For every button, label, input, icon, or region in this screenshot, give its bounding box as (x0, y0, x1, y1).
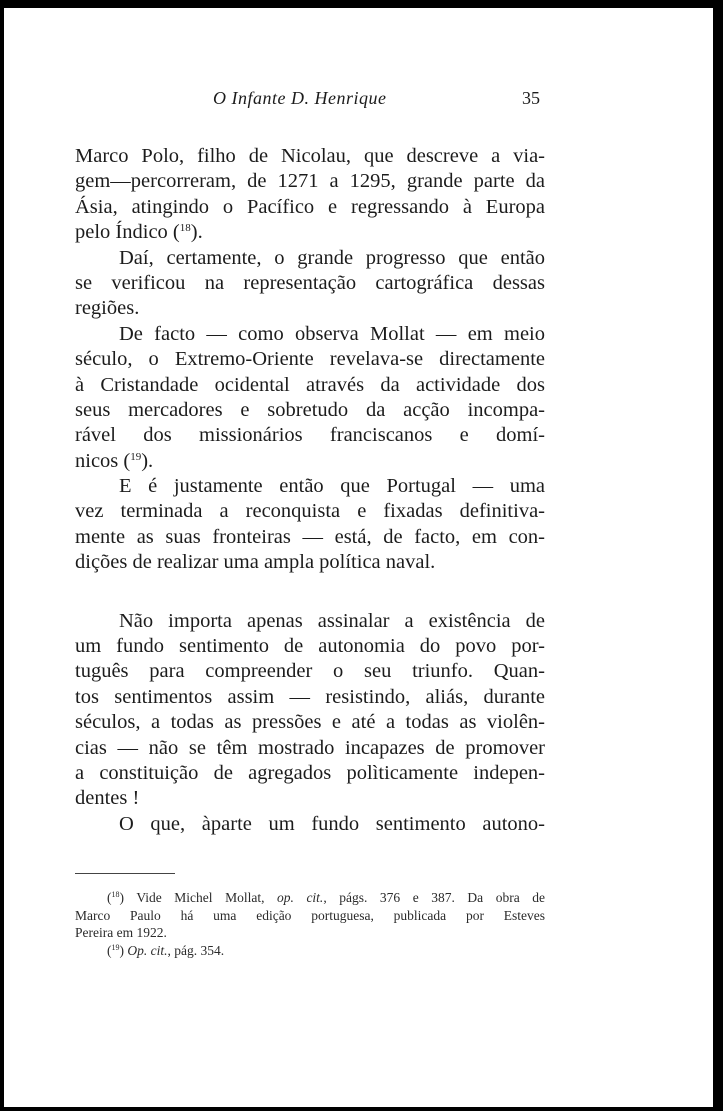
body-text (75, 144, 545, 837)
text-line: cias — não se têm mostrado incapazes de promover (75, 736, 545, 759)
footnote-divider (75, 873, 175, 874)
page-number: 35 (522, 88, 540, 108)
text-line: tuguês para compreender o seu triunfo. Quan- (75, 660, 545, 683)
text-line: um fundo sentimento de autonomia do povo por- (75, 635, 545, 658)
text-line: dentes ! (75, 787, 140, 810)
text-line: tos sentimentos assim — resistindo, aliás, durante (75, 685, 545, 708)
text-line: Daí, certamente, o grande progresso que então (119, 246, 545, 269)
text-line: a constituição de agregados polìticamente indepen- (75, 761, 545, 784)
book-page (4, 8, 713, 1107)
text-line: rável dos missionários franciscanos e domí- (75, 424, 545, 447)
text-line: Não importa apenas assinalar a existência de (119, 609, 545, 632)
text-line: Marco Polo, filho de Nicolau, que descreve a via- (75, 145, 545, 167)
footnote-18-line: Marco Paulo há uma edição portuguesa, publicada por Esteves (75, 907, 545, 923)
text-line: regiões. (75, 297, 140, 320)
text-line: séculos, a todas as pressões e até a todas as violên- (75, 711, 545, 734)
text-line: De facto — como observa Mollat — em meio (119, 322, 545, 345)
text-line: seus mercadores e sobretudo da acção incompa- (75, 398, 545, 421)
text-line: O que, àparte um fundo sentimento autono- (119, 812, 545, 835)
footnote-19: ($^{19}$) Op. cit., pág. 354. (107, 942, 225, 958)
text-line: gem—percorreram, de 1271 a 1295, grande parte da (75, 170, 545, 193)
running-title: O Infante D. Henrique (213, 88, 387, 108)
footnote-18-line: Pereira em 1922. (75, 925, 167, 940)
text-line: século, o Extremo-Oriente revelava-se directamente (75, 348, 545, 371)
text-line: vez terminada a reconquista e fixadas definitiva- (75, 500, 545, 523)
text-line: E é justamente então que Portugal — uma (119, 475, 545, 498)
footnote-ref-18[interactable]: 18 (179, 222, 191, 235)
footnote-ref-19[interactable]: 19 (130, 450, 142, 463)
text-line: se verificou na representação cartográfica dessas (75, 271, 545, 294)
footnotes (75, 889, 545, 959)
page-header (4, 88, 713, 112)
text-line: à Cristandade ocidental através da actividade dos (75, 373, 545, 396)
text-line: mente as suas fronteiras — está, de facto, em con- (75, 525, 545, 548)
text-line: pelo Índico ($^{18}$). (75, 221, 203, 244)
text-line: dições de realizar uma ampla política naval. (75, 551, 436, 574)
footnote-18: ($^{18}$) Vide Michel Mollat, op. cit., págs. 376 e 387. Da obra de (107, 890, 545, 905)
text-line: nicos ($^{19}$). (75, 449, 154, 472)
section-break (75, 576, 545, 609)
text-line: Ásia, atingindo o Pacífico e regressando à Europa (75, 195, 545, 218)
